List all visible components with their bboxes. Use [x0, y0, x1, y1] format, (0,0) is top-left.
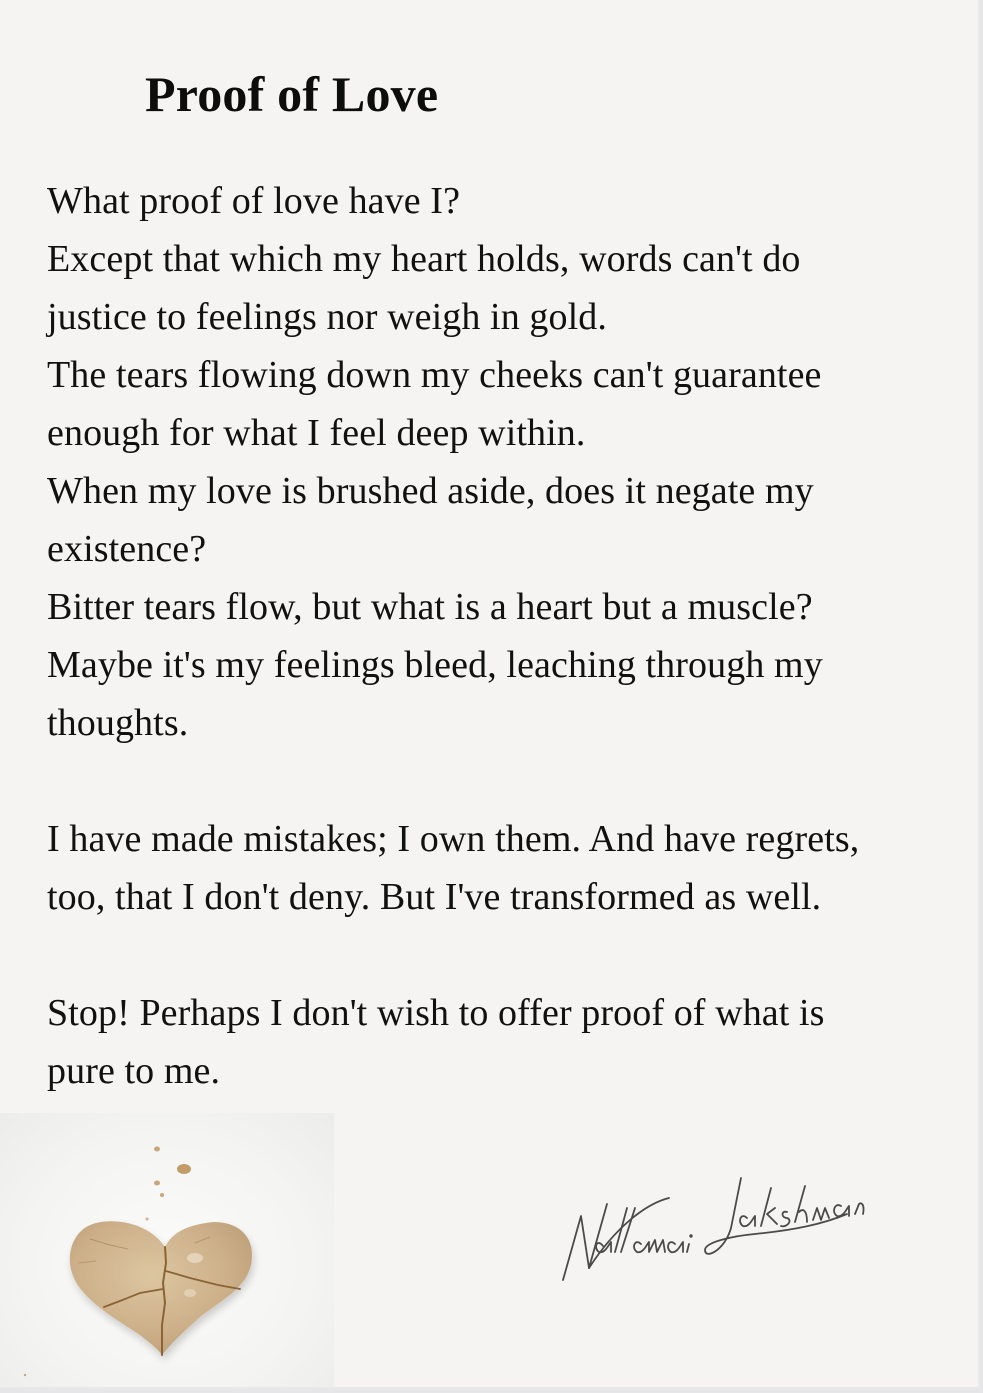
- broken-heart-icon: [0, 1113, 334, 1387]
- stanza-break: [47, 752, 937, 810]
- stanza-1: [47, 172, 937, 752]
- poem-line: What proof of love have I?: [47, 180, 461, 222]
- poem-title: Proof of Love: [145, 66, 439, 122]
- poem-line: The tears flowing down my cheeks can't guarantee: [47, 354, 822, 396]
- stanza-break: [47, 926, 937, 984]
- signature-text: [875, 1168, 876, 1169]
- poem-line: enough for what I feel deep within.: [47, 412, 586, 454]
- broken-heart-photo: [0, 1113, 334, 1387]
- poem-line: Bitter tears flow, but what is a heart but a muscle?: [47, 586, 813, 628]
- poem-line: existence?: [47, 528, 207, 570]
- poem-line: thoughts.: [47, 702, 189, 744]
- stanza-2: [47, 810, 937, 926]
- stanza-3: [47, 984, 937, 1100]
- poem-line: Maybe it's my feelings bleed, leaching through my: [47, 644, 823, 686]
- author-signature: [555, 1168, 875, 1288]
- poem-line: When my love is brushed aside, does it negate my: [47, 470, 814, 512]
- signature-icon: [555, 1168, 875, 1288]
- poem-body: [47, 172, 937, 1100]
- poem-line: I have made mistakes; I own them. And have regrets,: [47, 818, 860, 860]
- poem-line: Except that which my heart holds, words can't do: [47, 238, 801, 280]
- poem-line: too, that I don't deny. But I've transformed as well.: [47, 876, 822, 918]
- poem-line: justice to feelings nor weigh in gold.: [47, 296, 607, 338]
- poem-line: pure to me.: [47, 1050, 221, 1092]
- poem-line: Stop! Perhaps I don't wish to offer proof of what is: [47, 992, 825, 1034]
